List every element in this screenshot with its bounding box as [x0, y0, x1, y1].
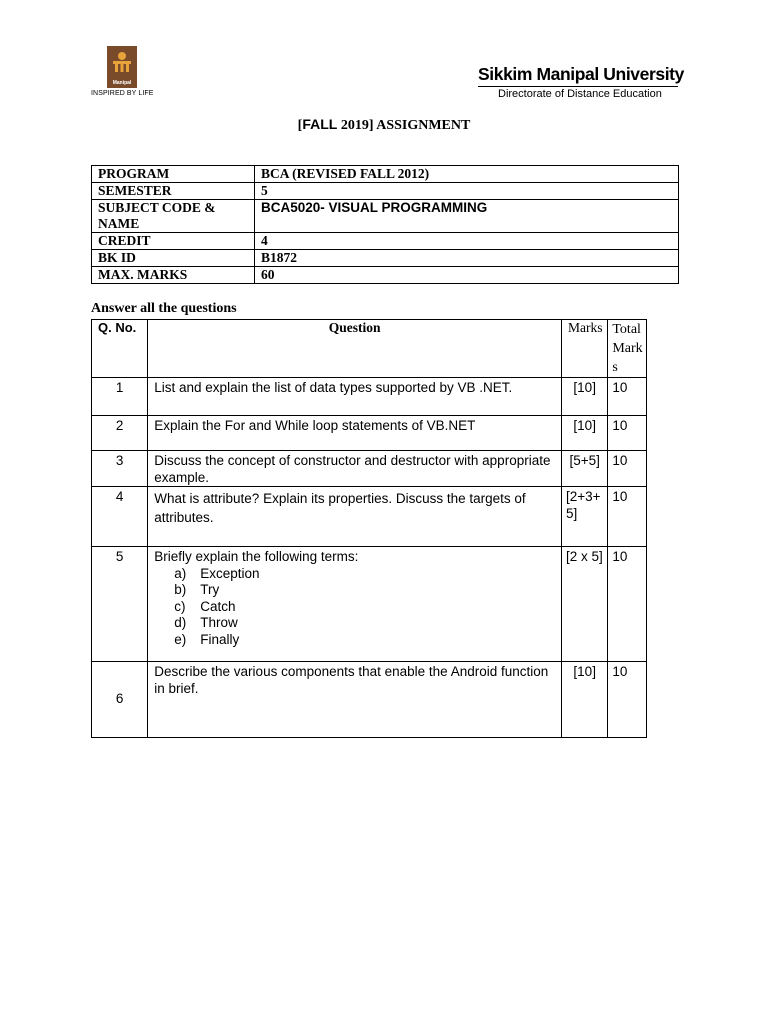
question-row — [92, 547, 647, 662]
question-text: Discuss the concept of constructor and destructor with appropriate example. — [148, 451, 562, 487]
question-total: 10 — [608, 451, 647, 487]
question-marks: [10] — [562, 378, 608, 416]
question-text: List and explain the list of data types supported by VB .NET. — [148, 378, 562, 416]
program-value: BCA (REVISED FALL 2012) — [255, 166, 679, 183]
maxmarks-value: 60 — [255, 267, 679, 284]
semester-value: 5 — [255, 183, 679, 200]
title-rest: 2019] ASSIGNMENT — [337, 118, 471, 133]
semester-label: SEMESTER — [92, 183, 255, 200]
list-item — [174, 599, 555, 616]
list-item — [174, 566, 555, 583]
subject-label: SUBJECT CODE & NAME — [92, 200, 255, 233]
info-row-subject — [92, 200, 679, 233]
question-row — [92, 662, 647, 738]
list-item-letter: d) — [174, 615, 187, 630]
question-text: Describe the various components that enable the Android function in brief. — [148, 662, 562, 738]
question-marks: [2+3+ 5] — [562, 487, 608, 547]
question-marks: [2 x 5] — [562, 547, 608, 662]
logo-wordmark: Manipal — [112, 80, 132, 86]
question-number: 2 — [92, 416, 148, 451]
question-number: 1 — [92, 378, 148, 416]
info-row-maxmarks — [92, 267, 679, 284]
logo-emblem-icon — [107, 50, 137, 74]
list-item — [174, 582, 555, 599]
question-number: 3 — [92, 451, 148, 487]
credit-label: CREDIT — [92, 233, 255, 250]
instruction-text: Answer all the questions — [91, 301, 237, 316]
question-number: 4 — [92, 487, 148, 547]
list-item-term: Finally — [200, 631, 240, 647]
credit-value: 4 — [255, 233, 679, 250]
header-question: Question — [148, 320, 562, 378]
question-cell — [148, 547, 562, 662]
info-row-bkid — [92, 250, 679, 267]
title-bracket: [ — [297, 118, 303, 133]
directorate-name: Directorate of Distance Education — [498, 88, 662, 100]
course-info-table — [91, 165, 679, 284]
subject-value: BCA5020- VISUAL PROGRAMMING — [255, 200, 679, 233]
questions-table — [91, 319, 647, 738]
list-item-term: Exception — [200, 565, 260, 581]
list-item-term: Throw — [200, 615, 238, 630]
info-row-program — [92, 166, 679, 183]
maxmarks-label: MAX. MARKS — [92, 267, 255, 284]
university-logo — [107, 46, 137, 88]
question-text: Briefly explain the following terms: — [154, 549, 359, 564]
list-item — [174, 615, 555, 632]
list-item-term: Try — [200, 582, 220, 597]
bkid-label: BK ID — [92, 250, 255, 267]
info-row-credit — [92, 233, 679, 250]
question-number: 5 — [92, 547, 148, 662]
question-number: 6 — [92, 662, 148, 738]
question-total: 10 — [608, 487, 647, 547]
sub-term-list — [154, 566, 555, 649]
title-term: FALL — [302, 116, 338, 132]
list-item-term: Catch — [200, 598, 236, 614]
question-total: 10 — [608, 547, 647, 662]
question-row — [92, 487, 647, 547]
question-marks: [5+5] — [562, 451, 608, 487]
info-row-semester — [92, 183, 679, 200]
question-marks: [10] — [562, 662, 608, 738]
assignment-title — [0, 116, 768, 134]
question-row — [92, 378, 647, 416]
header-total-marks: Total Mark s — [608, 320, 647, 378]
question-row — [92, 451, 647, 487]
list-item — [174, 632, 555, 649]
bkid-value: B1872 — [255, 250, 679, 267]
list-item-letter: c) — [174, 598, 186, 614]
question-row — [92, 416, 647, 451]
header-marks: Marks — [562, 320, 608, 378]
list-item-letter: a) — [174, 565, 187, 581]
question-marks: [10] — [562, 416, 608, 451]
question-text: What is attribute? Explain its properties. Discuss the targets of attributes. — [148, 487, 562, 547]
list-item-letter: b) — [174, 582, 187, 597]
questions-header-row — [92, 320, 647, 378]
logo-tagline: INSPIRED BY LIFE — [91, 90, 154, 97]
question-text: Explain the For and While loop statements of VB.NET — [148, 416, 562, 451]
question-total: 10 — [608, 662, 647, 738]
university-name: Sikkim Manipal University — [478, 64, 684, 84]
header-qno: Q. No. — [92, 320, 148, 378]
list-item-letter: e) — [174, 631, 187, 647]
header-divider — [478, 86, 678, 87]
question-total: 10 — [608, 416, 647, 451]
program-label: PROGRAM — [92, 166, 255, 183]
question-total: 10 — [608, 378, 647, 416]
